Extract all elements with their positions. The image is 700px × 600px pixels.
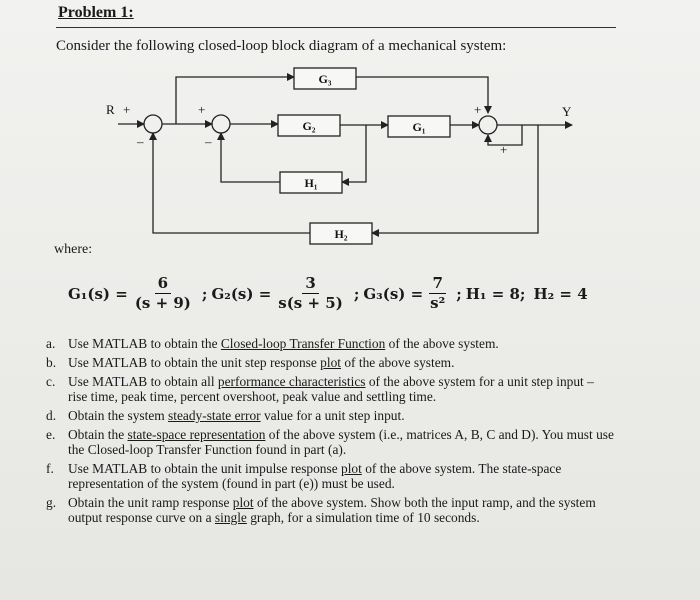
- sign-s1-plus: +: [123, 102, 131, 117]
- line-h1-to-s2: [221, 133, 280, 182]
- task-item: [46, 408, 616, 423]
- task-marker: a.: [46, 336, 56, 351]
- h1-equation: H₁ = 8;: [465, 284, 526, 303]
- summing-junction-2: [212, 115, 230, 133]
- task-text-after: of the above system.: [385, 336, 499, 351]
- g3-numerator: 7: [429, 274, 445, 294]
- task-text: [68, 336, 616, 351]
- task-text-after: of the above system (i.e., matrices A, B, C and D). You must use the Closed-loop Transfer Function found in part (a).: [68, 427, 614, 457]
- h2-equation: H₂ = 4: [533, 284, 588, 303]
- separator-2: ;: [353, 284, 360, 303]
- output-label: Y: [562, 104, 572, 119]
- g2-fraction: [275, 274, 346, 313]
- block-h2-label: H₂: [334, 227, 348, 241]
- task-item: [46, 461, 616, 491]
- task-text-before: Use MATLAB to obtain the unit impulse response: [68, 461, 341, 476]
- task-text-before: Use MATLAB to obtain the: [68, 336, 221, 351]
- where-label: where:: [54, 242, 93, 257]
- task-marker: e.: [46, 427, 56, 442]
- g3-fraction: [427, 274, 448, 313]
- line-to-h1: [342, 125, 366, 182]
- problem-intro: Consider the following closed-loop block diagram of a mechanical system:: [56, 38, 507, 54]
- task-item: [46, 374, 616, 404]
- separator-1: ;: [201, 284, 208, 303]
- task-text-before: Use MATLAB to obtain all: [68, 374, 218, 389]
- separator-3: ;: [456, 284, 462, 303]
- task-text-after: of the above system. Show both the input ramp, and the system output response curve on a: [68, 495, 596, 525]
- line-g3-to-s3: [356, 77, 488, 113]
- task-text: [68, 408, 616, 423]
- sign-s3-plus-top: +: [474, 102, 482, 117]
- sign-s1-minus: –: [137, 134, 144, 149]
- transfer-functions: [68, 274, 588, 313]
- task-text-after: value for a unit step input.: [260, 408, 405, 423]
- block-g1-label: G₁: [412, 120, 426, 134]
- block-h1-label: H₁: [304, 176, 318, 190]
- g2-numerator: 3: [302, 274, 318, 294]
- g2-lhs: G₂(s) =: [211, 284, 272, 303]
- problem-title: Problem 1:: [58, 4, 134, 21]
- task-text-before: Obtain the system: [68, 408, 169, 423]
- task-text-underlined: plot: [341, 461, 362, 476]
- task-text-underlined: steady-state error: [168, 408, 261, 423]
- task-text-underlined: state-space representation: [127, 427, 266, 442]
- task-text: [68, 355, 616, 370]
- block-g2-label: G₂: [302, 119, 316, 133]
- task-text: [68, 374, 616, 404]
- line-to-h2: [372, 125, 538, 233]
- task-list: [46, 336, 616, 529]
- g3-lhs: G₃(s) =: [363, 284, 424, 303]
- summing-junction-3: [479, 116, 497, 134]
- task-text-underlined: plot: [320, 355, 342, 370]
- task-text-underlined-2: single: [214, 510, 247, 525]
- input-label: R: [106, 102, 115, 117]
- summing-junction-1: [144, 115, 162, 133]
- task-marker: f.: [46, 461, 54, 476]
- sign-s2-minus: –: [205, 134, 212, 149]
- block-diagram: [0, 0, 700, 250]
- g3-denominator: s²: [430, 294, 446, 312]
- task-marker: b.: [46, 355, 57, 370]
- sign-s3-plus-bottom: +: [500, 142, 508, 157]
- task-text-after: of the above system. The state-space representation of the system (found in part (e)) must be used.: [68, 461, 562, 491]
- task-text-after: of the above system.: [341, 355, 455, 370]
- task-text: [68, 461, 616, 491]
- task-text-underlined: plot: [232, 495, 254, 510]
- task-text-underlined: Closed-loop Transfer Function: [220, 336, 386, 351]
- task-text: [68, 427, 616, 457]
- task-text-underlined: performance characteristics: [217, 374, 366, 389]
- sign-s2-plus: +: [198, 102, 206, 117]
- task-text-after: of the above system for a unit step input – rise time, peak time, percent overshoot, peak value and settling time.: [68, 374, 594, 404]
- task-text: [68, 495, 616, 525]
- task-item: [46, 495, 616, 525]
- task-marker: g.: [46, 495, 57, 510]
- block-g3-label: G₃: [318, 72, 332, 86]
- task-marker: c.: [46, 374, 56, 389]
- task-text-before: Use MATLAB to obtain the unit step response: [68, 355, 321, 370]
- task-item: [46, 336, 616, 351]
- g1-lhs: G₁(s) =: [68, 284, 128, 303]
- g1-fraction: [132, 274, 194, 313]
- task-item: [46, 355, 616, 370]
- line-to-g3: [176, 77, 294, 124]
- task-marker: d.: [46, 408, 57, 423]
- g1-denominator: (s + 9): [134, 294, 191, 312]
- task-text-after-2: graph, for a simulation time of 10 seconds.: [246, 510, 480, 525]
- task-text-before: Obtain the: [68, 427, 128, 442]
- g1-numerator: 6: [155, 274, 171, 294]
- task-text-before: Obtain the unit ramp response: [68, 495, 233, 510]
- task-item: [46, 427, 616, 457]
- g2-denominator: s(s + 5): [278, 294, 343, 312]
